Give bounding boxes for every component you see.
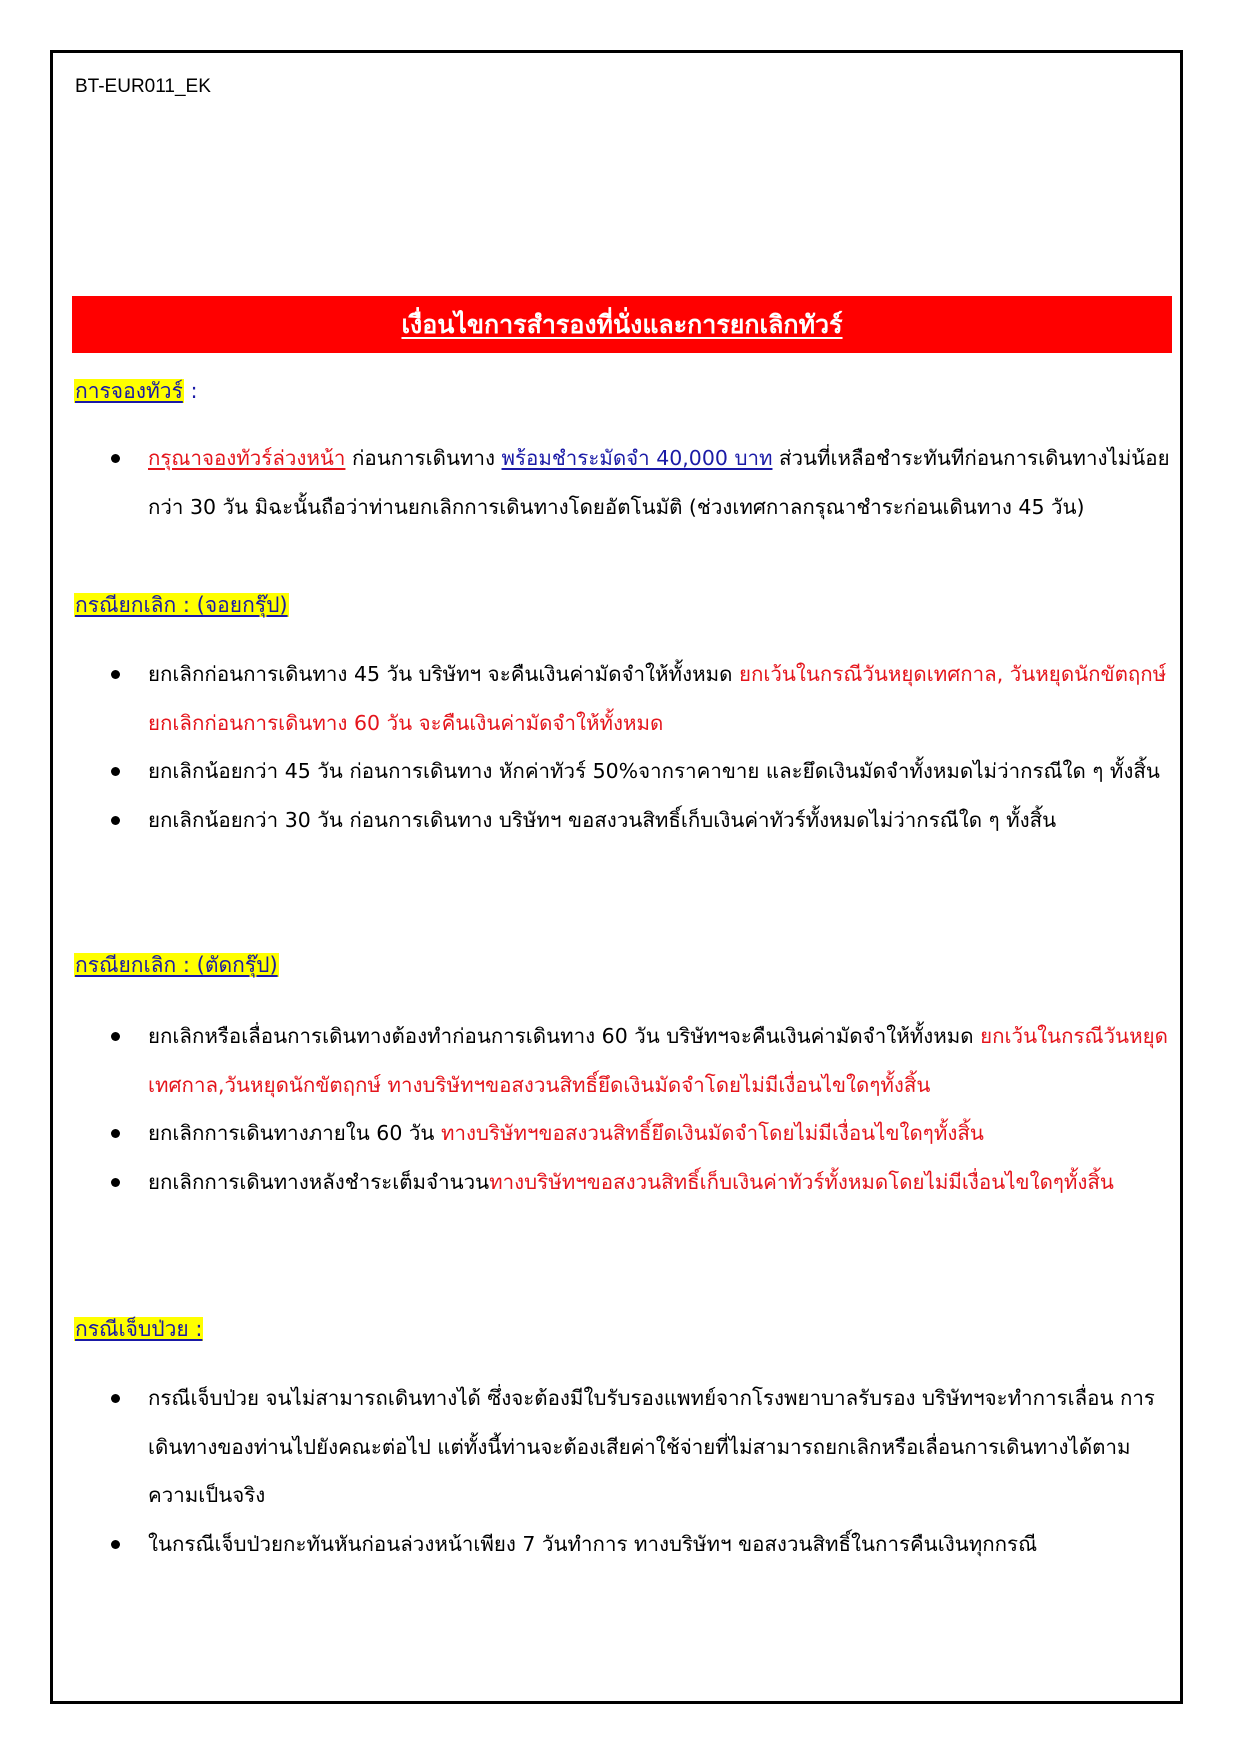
booking-heading-colon: : [183, 379, 198, 403]
list-item-exception: ยกเว้นในกรณีวันหยุดเทศกาล, วันหยุดนักขัตฤกษ์ ยกเลิกก่อนการเดินทาง 60 วัน จะคืนเงินค่ามัดจำให้ทั้งหมด [148, 662, 1167, 735]
list-item [0, 650, 1241, 747]
bullet-icon [111, 454, 120, 463]
sickness-list [0, 1374, 1241, 1568]
list-item [0, 747, 1241, 796]
cancel-join-heading-label: กรณียกเลิก : (จอยกรุ๊ป) [75, 593, 288, 617]
list-item-text: ยกเลิกก่อนการเดินทาง 45 วัน บริษัทฯ จะคืนเงินค่ามัดจำให้ทั้งหมด [148, 662, 739, 686]
section-heading-cancel-private [74, 950, 279, 980]
bullet-icon [111, 1540, 120, 1549]
list-item [0, 1109, 1241, 1158]
list-item [0, 1520, 1241, 1569]
bullet-icon [111, 1129, 120, 1138]
cancel-private-list [0, 1012, 1241, 1206]
list-item-text: ส่วนที่เหลือชำระทันทีก่อนการเดินทางไม่น้อยกว่า 30 วัน มิฉะนั้นถือว่าท่านยกเลิกการเดินทางโดยอัตโนมัติ (ช่วงเทศกาลกรุณาชำระก่อนเดินทาง 45 วัน) [148, 446, 1170, 519]
list-item-text: ในกรณีเจ็บป่วยกะทันหันก่อนล่วงหน้าเพียง 7 วันทำการ ทางบริษัทฯ ขอสงวนสิทธิ์ในการคืนเงินทุกกรณี [148, 1531, 1038, 1556]
list-item [0, 796, 1241, 845]
bullet-icon [111, 816, 120, 825]
cancel-join-list [0, 650, 1241, 844]
section-heading-booking [74, 376, 198, 406]
list-item-text: ก่อนการเดินทาง [345, 446, 502, 470]
list-item [0, 1374, 1241, 1520]
booking-list [0, 434, 1241, 531]
list-item [0, 1012, 1241, 1109]
sickness-heading-label: กรณีเจ็บป่วย : [75, 1317, 203, 1341]
bullet-icon [111, 1178, 120, 1187]
booking-heading-label: การจองทัวร์ [75, 379, 183, 403]
title-banner [72, 296, 1172, 353]
section-heading-cancel-join [74, 590, 289, 620]
section-heading-sickness [74, 1314, 203, 1344]
cancel-private-heading-label: กรณียกเลิก : (ตัดกรุ๊ป) [75, 953, 278, 977]
document-code: BT-EUR011_EK [75, 76, 211, 97]
bullet-icon [111, 1394, 120, 1403]
list-item-text: กรณีเจ็บป่วย จนไม่สามารถเดินทางได้ ซึ่งจะต้องมีใบรับรองแพทย์จากโรงพยาบาลรับรอง บริษัทฯจะทำการเลื่อน การเดินทางของท่านไปยังคณะต่อไป แต่ทั้งนี้ท่านจะต้องเสียค่าใช้จ่ายที่ไม่สามารถยกเลิกหรือเลื่อนการเดินทางได้ตามความเป็นจริง [148, 1386, 1155, 1507]
list-item-text: ยกเลิกหรือเลื่อนการเดินทางต้องทำก่อนการเดินทาง 60 วัน บริษัทฯจะคืนเงินค่ามัดจำให้ทั้งหมด [148, 1024, 981, 1048]
list-item-exception: ทางบริษัทฯขอสงวนสิทธิ์ยึดเงินมัดจำโดยไม่มีเงื่อนไขใดๆทั้งสิ้น [440, 1121, 984, 1145]
list-item-text: ยกเลิกน้อยกว่า 45 วัน ก่อนการเดินทาง หักค่าทัวร์ 50%จากราคาขาย และยึดเงินมัดจำทั้งหมดไม่ว่ากรณีใด ๆ ทั้งสิ้น [148, 759, 1160, 783]
advance-booking-link: กรุณาจองทัวร์ล่วงหน้า [148, 446, 346, 470]
list-item-text: ยกเลิกการเดินทางหลังชำระเต็มจำนวน [148, 1169, 490, 1194]
list-item-exception: ทางบริษัทฯขอสงวนสิทธิ์เก็บเงินค่าทัวร์ทั้งหมดโดยไม่มีเงื่อนไขใดๆทั้งสิ้น [489, 1169, 1114, 1194]
page-title: เงื่อนไขการสำรองที่นั่งและการยกเลิกทัวร์ [401, 309, 843, 339]
list-item-text: ยกเลิกน้อยกว่า 30 วัน ก่อนการเดินทาง บริษัทฯ ขอสงวนสิทธิ์เก็บเงินค่าทัวร์ทั้งหมดไม่ว่ากรณีใด ๆ ทั้งสิ้น [148, 807, 1057, 832]
list-item-text: ยกเลิกการเดินทางภายใน 60 วัน [148, 1121, 441, 1145]
bullet-icon [111, 1032, 120, 1041]
list-item-exception: ยกเว้นในกรณีวันหยุดเทศกาล,วันหยุดนักขัตฤกษ์ ทางบริษัทฯขอสงวนสิทธิ์ยึดเงินมัดจำโดยไม่มีเงื่อนไขใดๆทั้งสิ้น [148, 1024, 1168, 1097]
list-item [0, 434, 1241, 531]
deposit-text: พร้อมชำระมัดจำ 40,000 บาท [501, 446, 773, 470]
bullet-icon [111, 670, 120, 679]
list-item [0, 1158, 1241, 1207]
bullet-icon [111, 767, 120, 776]
